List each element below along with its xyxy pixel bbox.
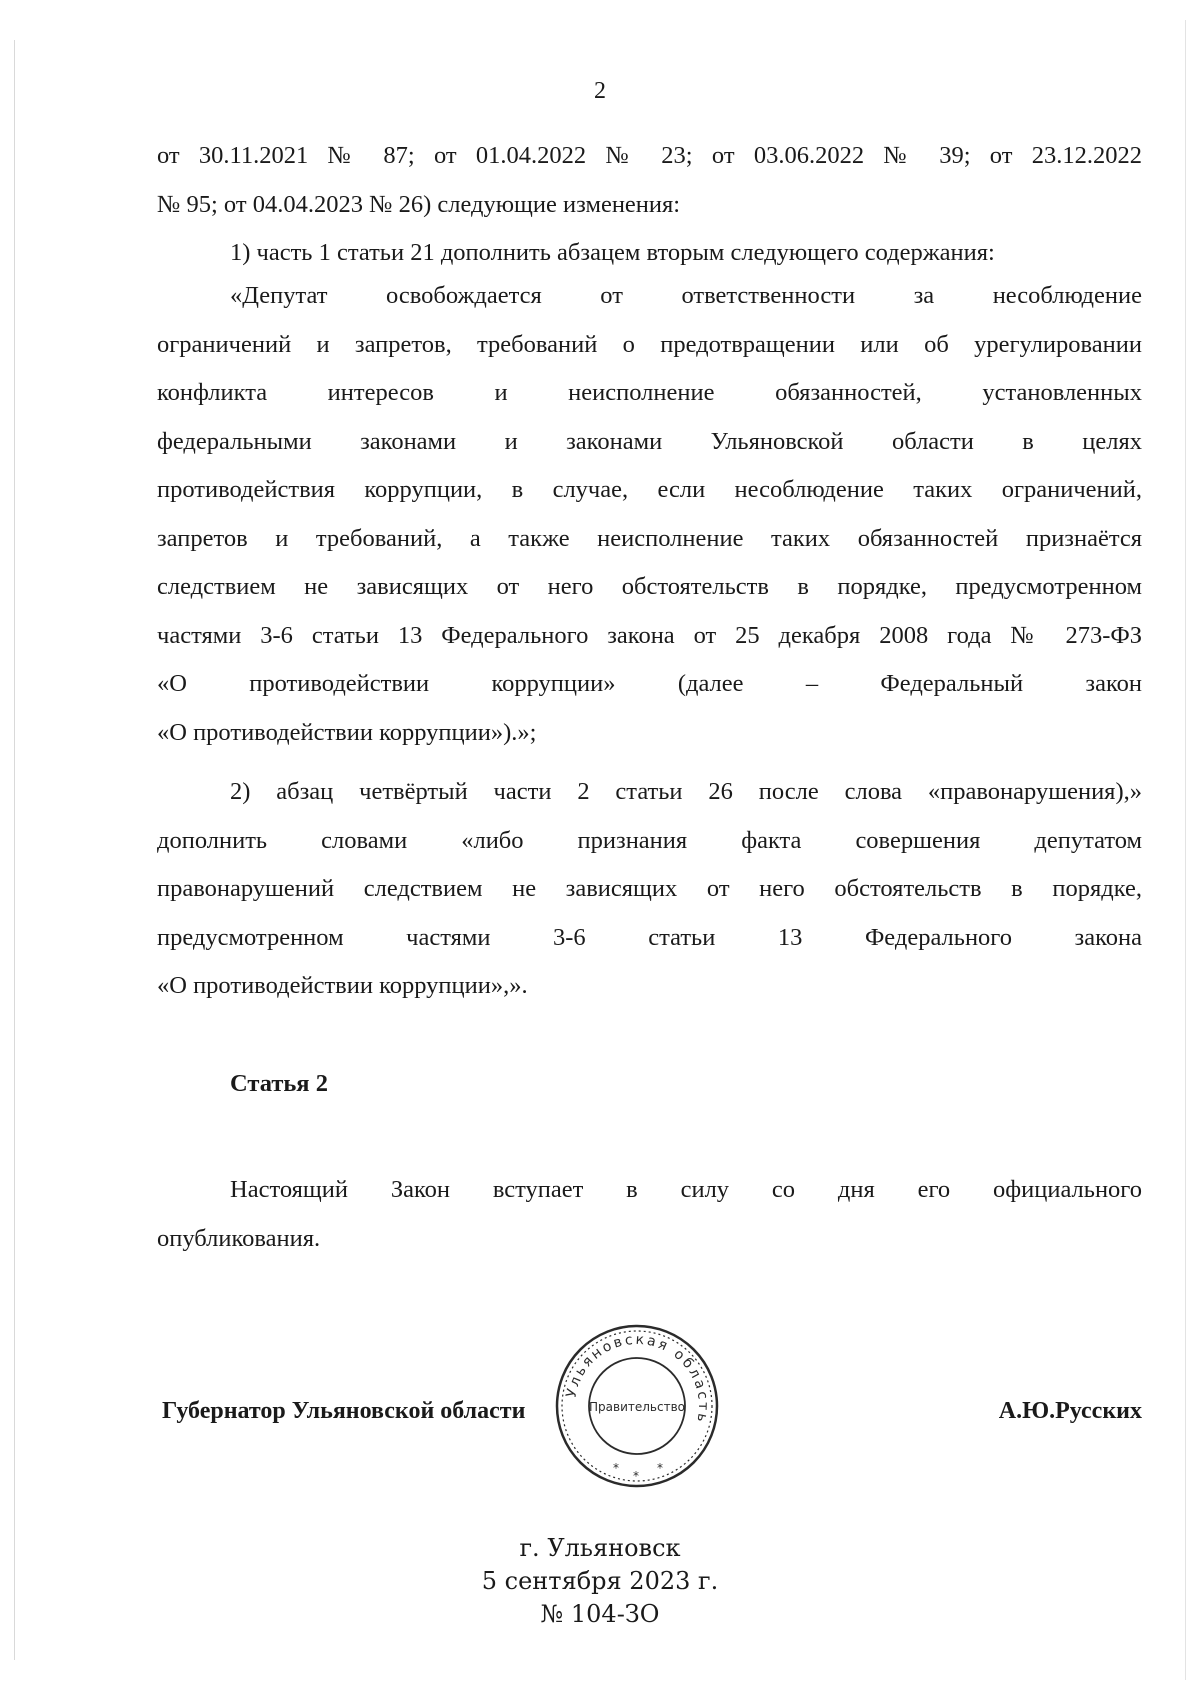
paragraph-item-1 [157, 229, 1142, 278]
page-number: 2 [594, 78, 606, 104]
text-line: следствием не зависящих от него обстоятельств в порядке, предусмотренном [157, 573, 1142, 600]
text-line: предусмотренном частями 3-6 статьи 13 Федерального закона [157, 923, 1142, 951]
footer-number: № 104-ЗО [540, 1600, 660, 1628]
text-line: «Депутат освобождается от ответственности за несоблюдение [230, 282, 1142, 309]
text-line: противодействия коррупции, в случае, если несоблюдение таких ограничений, [157, 476, 1142, 503]
text-line: «О противодействии коррупции» (далее – Федеральный закон [157, 670, 1142, 697]
text-line: 1) часть 1 статьи 21 дополнить абзацем вторым следующего содержания: [230, 239, 995, 266]
text-line: федеральными законами и законами Ульяновской области в целях [157, 427, 1142, 455]
text-line: 2) абзац четвёртый части 2 статьи 26 после слова «правонарушения),» [230, 778, 1142, 805]
svg-text:*: * [657, 1461, 663, 1475]
official-seal [553, 1322, 721, 1490]
text-line: правонарушений следствием не зависящих от него обстоятельств в порядке, [157, 875, 1142, 902]
svg-text:*: * [633, 1469, 639, 1483]
text-line: ограничений и запретов, требований о предотвращении или об урегулировании [157, 330, 1142, 358]
article-heading: Статья 2 [230, 1070, 328, 1097]
text-line: опубликования. [157, 1224, 321, 1252]
paragraph-quote [157, 272, 1142, 757]
signatory-name: А.Ю.Русских [998, 1398, 1142, 1424]
page-edge-left [14, 40, 15, 1660]
footer-date: 5 сентября 2023 г. [481, 1567, 719, 1595]
text-line: частями 3-6 статьи 13 Федерального закона от 25 декабря 2008 года № 273-ФЗ [157, 621, 1142, 649]
text-line: конфликта интересов и неисполнение обязанностей, установленных [157, 379, 1142, 406]
svg-text:*: * [613, 1461, 619, 1475]
text-line: Настоящий Закон вступает в силу со дня его официального [230, 1176, 1142, 1203]
text-line: запретов и требований, а также неисполнение таких обязанностей признаётся [157, 524, 1142, 552]
seal-ring-text: Ульяновская область [563, 1331, 712, 1426]
seal-center-text: Правительство [589, 1400, 685, 1414]
text-line: «О противодействии коррупции»).»; [157, 718, 537, 746]
document-footer [0, 1532, 1200, 1631]
text-line: № 95; от 04.04.2023 № 26) следующие изменения: [157, 190, 681, 218]
signatory-title: Губернатор Ульяновской области [162, 1398, 526, 1424]
paragraph-item-2 [157, 768, 1142, 1011]
page-edge-right [1185, 20, 1186, 1680]
article-body [157, 1166, 1142, 1263]
text-line: дополнить словами «либо признания факта совершения депутатом [157, 826, 1142, 854]
paragraph-intro [157, 132, 1142, 229]
text-line: «О противодействии коррупции»,». [157, 972, 528, 999]
footer-city: г. Ульяновск [519, 1534, 681, 1562]
text-line: от 30.11.2021 № 87; от 01.04.2022 № 23; от 03.06.2022 № 39; от 23.12.2022 [157, 142, 1142, 169]
